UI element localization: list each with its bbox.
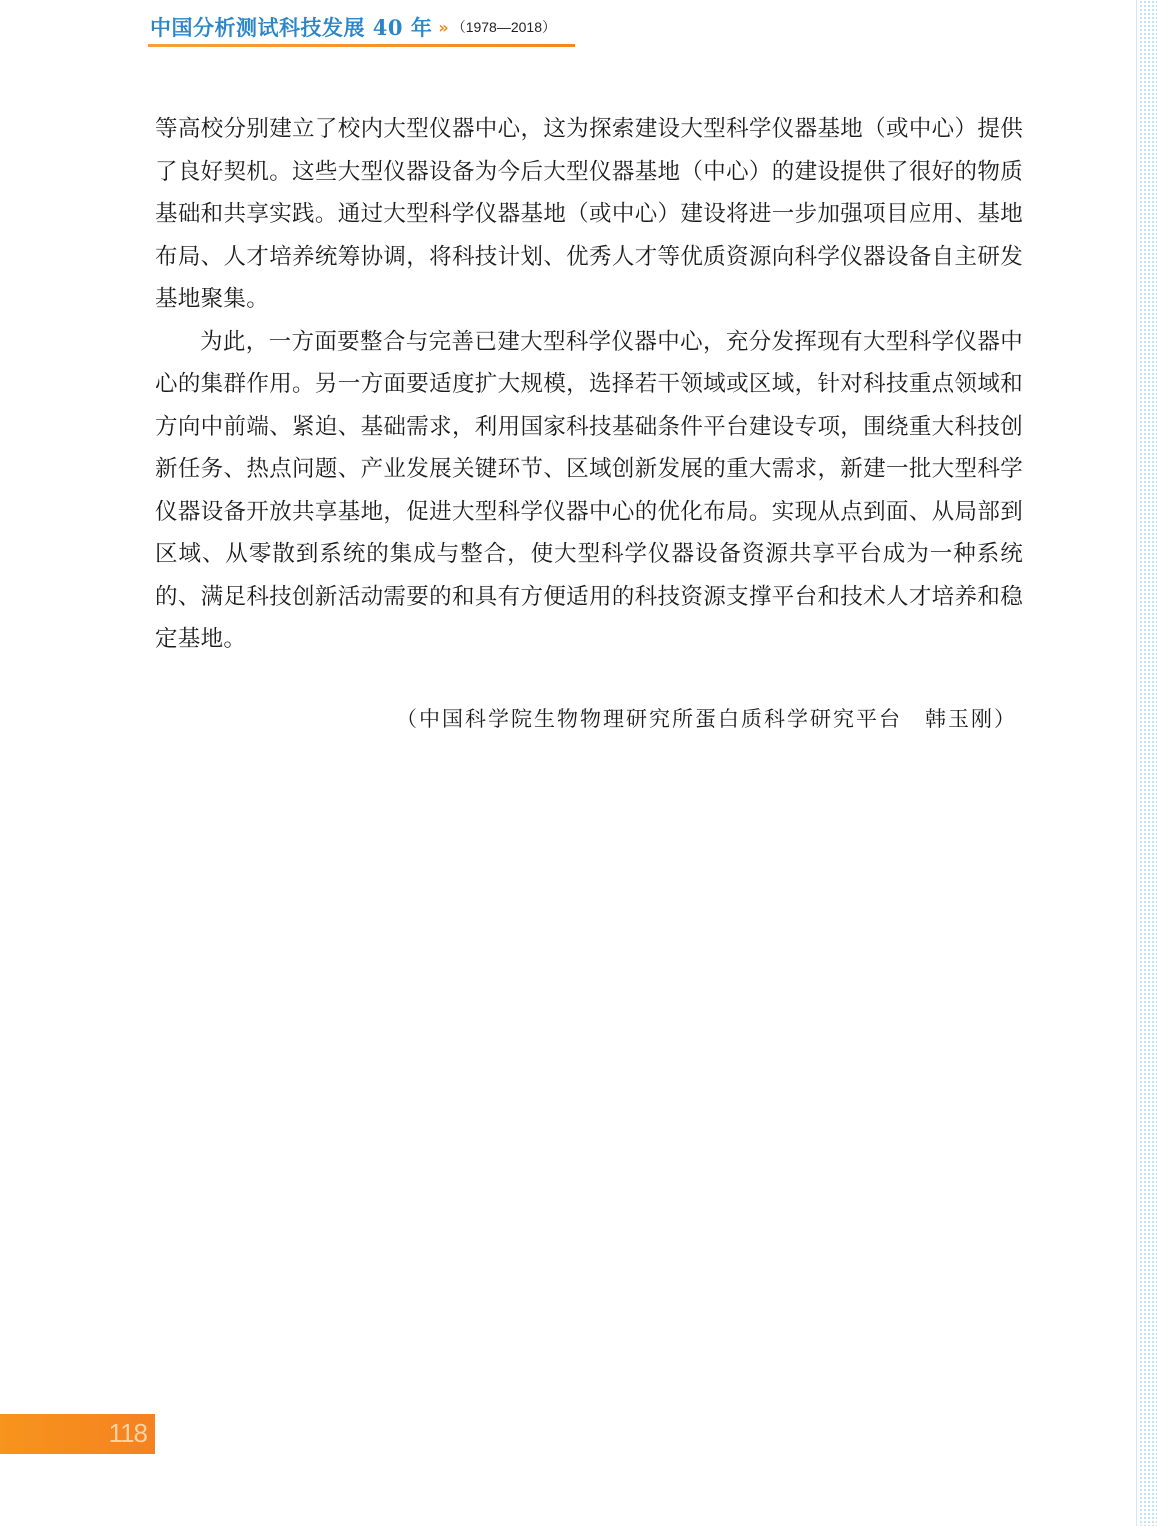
page-number: 118 (108, 1418, 147, 1448)
header-underline (148, 44, 575, 47)
page-number-tab (0, 1414, 155, 1454)
paragraph-1: 等高校分别建立了校内大型仪器中心，这为探索建设大型科学仪器基地（或中心）提供了良好契机。这些大型仪器设备为今后大型仪器基地（中心）的建设提供了很好的物质基础和共享实践。通过大型科学仪器基地（或中心）建设将进一步加强项目应用、基地布局、人才培养统筹协调，将科技计划、优秀人才等优质资源向科学仪器设备自主研发基地聚集。 (155, 116, 1023, 312)
book-title: 中国分析测试科技发展 40 年 (150, 15, 433, 40)
running-head-text (150, 12, 556, 42)
paragraph-2: 为此，一方面要整合与完善已建大型科学仪器中心，充分发挥现有大型科学仪器中心的集群作用。另一方面要适度扩大规模，选择若干领域或区域，针对科技重点领域和方向中前端、紧迫、基础需求，利用国家科技基础条件平台建设专项，围绕重大科技创新任务、热点问题、产业发展关键环节、区域创新发展的重大需求，新建一批大型科学仪器设备开放共享基地，促进大型科学仪器中心的优化布局。实现从点到面、从局部到区域、从零散到系统的集成与整合，使大型科学仪器设备资源共享平台成为一种系统的、满足科技创新活动需要的和具有方便适用的科技资源支撑平台和技术人才培养和稳定基地。 (155, 328, 1023, 652)
body-text (155, 108, 1023, 661)
right-edge-dotted-strip (1139, 0, 1157, 1526)
right-edge-line (1136, 0, 1137, 1526)
author-attribution: （中国科学院生物物理研究所蛋白质科学研究平台 韩玉刚） (396, 707, 1017, 731)
double-chevron-icon: » (438, 17, 446, 37)
year-range: （1978—2018） (451, 19, 556, 35)
